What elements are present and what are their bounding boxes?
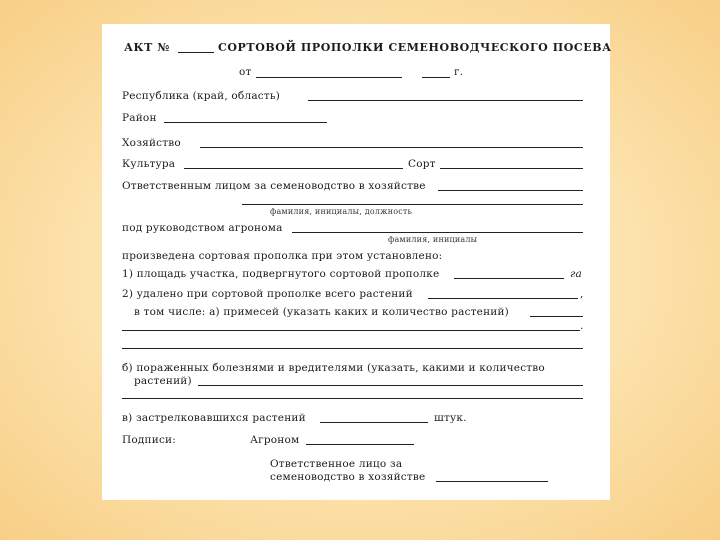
variety-label: Сорт bbox=[408, 158, 436, 170]
signature-agronomist-label: Агроном bbox=[250, 434, 300, 446]
signature-responsible-label-1: Ответственное лицо за bbox=[270, 458, 403, 470]
responsible-label: Ответственным лицом за семеноводство в хозяйстве bbox=[122, 180, 426, 192]
district-label: Район bbox=[122, 112, 157, 124]
blank-line-1 bbox=[122, 330, 580, 331]
signature-responsible-blank bbox=[436, 481, 548, 482]
farm-blank bbox=[200, 147, 583, 148]
crop-label: Культура bbox=[122, 158, 176, 170]
responsible-hint: фамилия, инициалы, должность bbox=[270, 207, 413, 216]
crop-blank bbox=[184, 168, 403, 169]
blank-line-3 bbox=[122, 398, 583, 399]
item2a-blank bbox=[530, 316, 583, 317]
item2-comma: , bbox=[580, 288, 584, 300]
item2-blank bbox=[428, 298, 578, 299]
item2-label: 2) удалено при сортовой прополке всего растений bbox=[122, 288, 413, 300]
item-c-unit: штук. bbox=[434, 412, 467, 424]
act-number-blank bbox=[178, 52, 214, 53]
responsible-blank bbox=[438, 190, 583, 191]
item-b-blank bbox=[198, 385, 583, 386]
year-suffix: г. bbox=[454, 66, 464, 78]
item-c-blank bbox=[320, 422, 428, 423]
item-b-label-cont: растений) bbox=[134, 375, 192, 387]
republic-label: Республика (край, область) bbox=[122, 90, 281, 102]
signatures-label: Подписи: bbox=[122, 434, 176, 446]
performed-label: произведена сортовая прополка при этом установлено: bbox=[122, 250, 443, 262]
farm-label: Хозяйство bbox=[122, 137, 181, 149]
agronomist-label: под руководством агронома bbox=[122, 222, 283, 234]
variety-blank bbox=[440, 168, 583, 169]
item2a-label: в том числе: а) примесей (указать каких и количество растений) bbox=[134, 306, 509, 318]
blank-line-2 bbox=[122, 348, 583, 349]
district-blank bbox=[164, 122, 327, 123]
signature-responsible-label-2: семеноводство в хозяйстве bbox=[270, 471, 426, 483]
seed-weeding-act-form bbox=[102, 24, 610, 500]
item1-unit: га bbox=[570, 268, 582, 280]
year-blank bbox=[422, 77, 450, 78]
item-b-label: б) пораженных болезнями и вредителями (указать, какими и количество bbox=[122, 362, 545, 374]
form-title: СОРТОВОЙ ПРОПОЛКИ СЕМЕНОВОДЧЕСКОГО ПОСЕВА bbox=[218, 41, 612, 54]
republic-blank bbox=[308, 100, 583, 101]
agronomist-hint: фамилия, инициалы bbox=[388, 235, 478, 244]
date-blank bbox=[256, 77, 402, 78]
responsible-blank-2 bbox=[242, 204, 583, 205]
item1-blank bbox=[454, 278, 564, 279]
date-from-label: от bbox=[239, 66, 252, 78]
item2a-dot: . bbox=[580, 320, 584, 332]
act-number-label: АКТ № bbox=[124, 41, 170, 54]
item1-label: 1) площадь участка, подвергнутого сортовой прополке bbox=[122, 268, 440, 280]
agronomist-blank bbox=[292, 232, 583, 233]
item-c-label: в) застрелковавшихся растений bbox=[122, 412, 306, 424]
signature-agronomist-blank bbox=[306, 444, 414, 445]
